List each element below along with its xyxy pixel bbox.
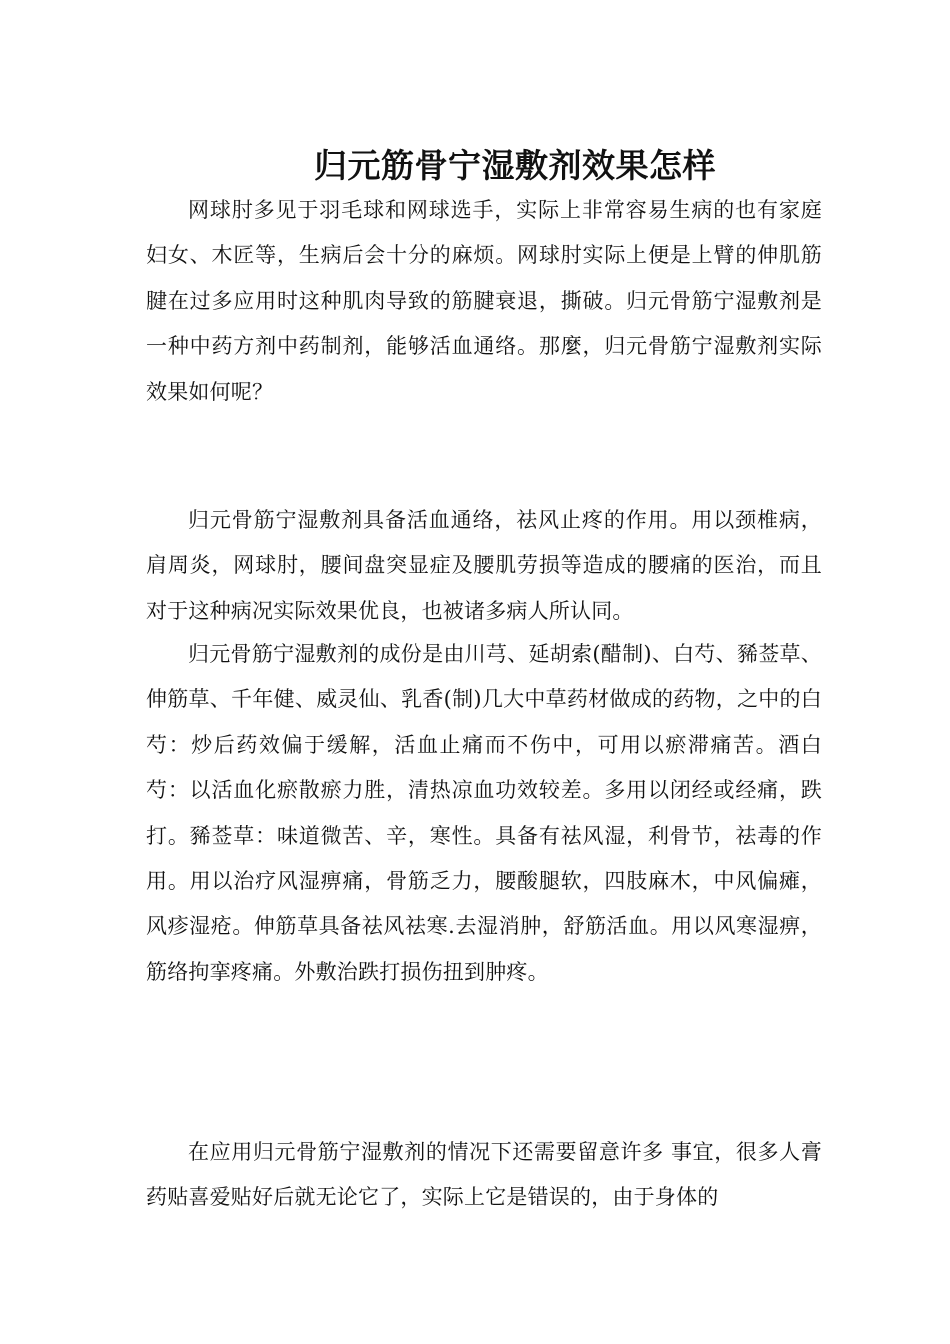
paragraph-usage-notes: 在应用归元骨筋宁湿敷剂的情况下还需要留意许多 事宜，很多人膏药贴喜爱贴好后就无论它了，实际上它是错误的，由于身体的 — [146, 1140, 822, 1210]
paragraph-tennis-elbow-intro: 网球肘多见于羽毛球和网球选手，实际上非常容易生病的也有家庭妇女、木匠等，生病后会十分的麻烦。网球肘实际上便是上臂的伸肌筋腱在过多应用时这种肌肉导致的筋腱衰退，撕破。归元骨筋宁湿敷剂是一种中药方剂中药制剂，能够活血通络。那麼，归元骨筋宁湿敷剂实际效果如何呢？ — [146, 198, 822, 404]
document-title: 归元筋骨宁湿敷剂效果怎样 — [314, 146, 716, 186]
paragraph-ingredients: 归元骨筋宁湿敷剂的成份是由川芎、延胡索(醋制)、白芍、豨莶草、伸筋草、千年健、威灵仙、乳香(制)几大中草药材做成的药物，之中的白芍：炒后药效偏于缓解，活血止痛而不伤中，可用以瘀滞痛苦。酒白芍：以活血化瘀散瘀力胜，清热凉血功效较差。多用以闭经或经痛，跌打。豨莶草：味道微苦、辛，寒性。具备有祛风湿，利骨节，祛毒的作用。用以治疗风湿痹痛，骨筋乏力，腰酸腿软，四肢麻木，中风偏瘫，风疹湿疮。伸筋草具备祛风祛寒.去湿消肿，舒筋活血。用以风寒湿痹，筋络拘挛疼痛。外敷治跌打损伤扭到肿疼。 — [146, 642, 822, 984]
paragraph-effects: 归元骨筋宁湿敷剂具备活血通络，祛风止疼的作用。用以颈椎病，肩周炎，网球肘，腰间盘突显症及腰肌劳损等造成的腰痛的医治，而且对于这种病况实际效果优良，也被诸多病人所认同。 — [146, 508, 822, 623]
